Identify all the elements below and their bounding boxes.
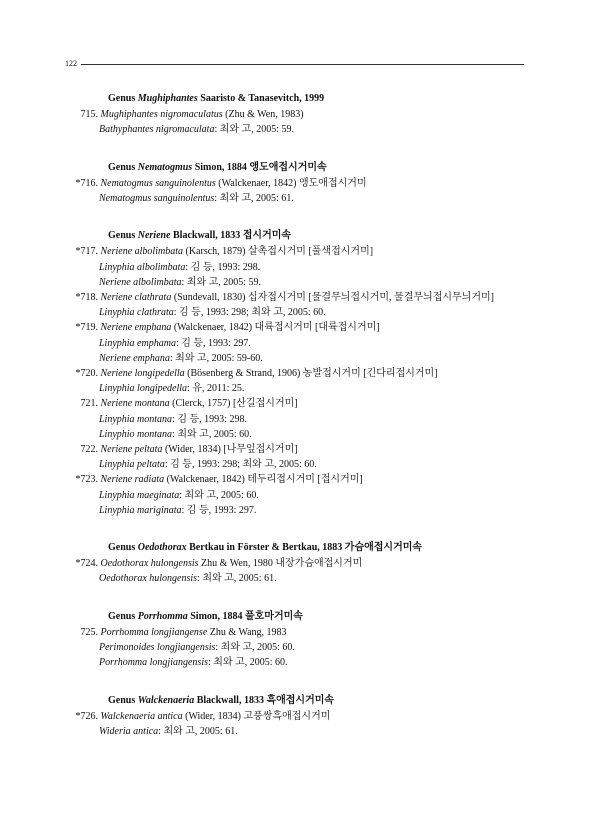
synonym-reference: : 김 등, 1993: 298. xyxy=(172,413,247,425)
species-entry xyxy=(64,709,554,724)
synonym-reference: : 최와 고, 2005: 60. xyxy=(172,428,252,440)
species-author: (Sundevall, 1830) xyxy=(173,292,246,304)
species-entry xyxy=(64,556,554,571)
synonym-line xyxy=(64,640,554,655)
genus-heading xyxy=(108,693,554,708)
synonym-name: Linyphia mariginata xyxy=(99,504,182,516)
species-korean-name: 살촉접시거미 [풀색접시거미] xyxy=(247,246,374,258)
species-korean-name: 고풍쌍흑애접시거미 xyxy=(243,710,331,722)
species-number: *716. xyxy=(75,177,98,189)
synonym-name: Linyphio montana xyxy=(99,428,173,440)
synonym-reference: : 김 등, 1993: 298. xyxy=(185,261,261,273)
species-entry xyxy=(64,176,554,191)
section-gap xyxy=(64,587,554,609)
synonym-name: Perimonoides longjiangensis xyxy=(99,642,216,654)
genus-korean-name: 가슴애접시거미속 xyxy=(344,542,423,554)
genus-authority: Simon, 1884 xyxy=(194,161,247,173)
synonym-line xyxy=(64,427,554,442)
species-entry xyxy=(64,244,554,259)
synonym-reference: : 최와 고, 2005: 59-60. xyxy=(169,352,263,364)
species-author: (Walckenaer, 1842) xyxy=(218,177,297,189)
species-name: Neriene peltata xyxy=(100,444,163,456)
synonym-reference: : 유, 2011: 25. xyxy=(187,383,245,395)
species-number: *723. xyxy=(75,474,98,486)
species-number: 722. xyxy=(80,444,98,456)
species-author: (Bösenberg & Strand, 1906) xyxy=(187,368,301,380)
genus-name: Neriene xyxy=(137,230,171,242)
genus-label: Genus xyxy=(108,93,136,104)
species-korean-name: [산길접시거미] xyxy=(232,398,298,410)
species-number: *718. xyxy=(75,292,98,304)
species-number: *724. xyxy=(75,558,98,570)
genus-name: Oedothorax xyxy=(137,542,187,554)
species-author: Zhu & Wen, 1980 xyxy=(201,558,273,570)
section-gap xyxy=(64,138,554,160)
species-entry xyxy=(64,396,554,411)
synonym-reference: : 김 등, 1993: 298; 최와 고, 2005: 60. xyxy=(164,459,317,471)
species-name: Neriene longipedella xyxy=(100,368,185,380)
genus-korean-name: 흑애접시거미속 xyxy=(266,694,335,706)
species-author: Zhu & Wang, 1983 xyxy=(209,626,287,638)
species-entry xyxy=(64,320,554,335)
synonym-line xyxy=(64,724,554,739)
synonym-line xyxy=(64,351,554,366)
synonym-line xyxy=(64,381,554,396)
species-number: 715. xyxy=(80,109,98,121)
genus-authority: Blackwall, 1833 xyxy=(196,694,264,706)
synonym-line xyxy=(64,412,554,427)
genus-heading xyxy=(108,609,554,624)
page-number: 122 xyxy=(65,59,77,68)
species-korean-name: 대륙접시거미 [대륙접시거미] xyxy=(254,322,380,334)
species-name: Neriene clathrata xyxy=(100,292,172,304)
species-name: Nematogmus sanguinolentus xyxy=(100,177,216,189)
species-name: Neriene montana xyxy=(100,398,170,410)
species-entry xyxy=(64,472,554,487)
genus-korean-name: 앵도애접시거미속 xyxy=(249,161,327,173)
species-korean-name: 내장가슴애접시거미 xyxy=(275,558,363,570)
synonym-line xyxy=(64,191,554,206)
synonym-line xyxy=(64,275,554,290)
species-entry xyxy=(64,442,554,457)
genus-label: Genus xyxy=(108,542,136,554)
synonym-reference: : 최와 고, 2005: 61. xyxy=(158,725,238,737)
synonym-line xyxy=(64,457,554,472)
synonym-reference: : 최와 고, 2005: 61. xyxy=(214,193,294,205)
synonym-name: Wideria antica xyxy=(99,725,159,737)
species-number: *726. xyxy=(75,710,98,722)
species-author: (Zhu & Wen, 1983) xyxy=(225,109,304,121)
synonym-line xyxy=(64,305,554,320)
species-author: (Walckenaer, 1842) xyxy=(166,474,245,486)
species-number: *719. xyxy=(75,322,98,334)
synonym-reference: : 김 등, 1993: 297. xyxy=(175,337,251,349)
genus-korean-name: 접시거미속 xyxy=(242,230,292,242)
species-name: Neriene radiata xyxy=(100,474,165,486)
species-korean-name: [나무잎접시거미] xyxy=(223,444,298,456)
synonym-reference: : 김 등, 1993: 297. xyxy=(181,504,257,516)
synonym-line xyxy=(64,488,554,503)
species-author: (Karsch, 1879) xyxy=(185,246,246,258)
synonym-reference: : 최와 고, 2005: 60. xyxy=(179,489,259,501)
genus-label: Genus xyxy=(108,230,136,242)
synonym-reference: : 최와 고, 2005: 60. xyxy=(208,657,288,669)
synonym-name: Linyphia longipedella xyxy=(99,383,188,395)
synonym-reference: : 최와 고, 2005: 59. xyxy=(214,124,294,136)
synonym-name: Bathyphantes nigromaculata xyxy=(99,124,215,136)
synonym-name: Nematogmus sanguinolentus xyxy=(99,193,215,205)
species-korean-name: 농발접시거미 [긴다리접시거미] xyxy=(302,368,438,380)
species-name: Porrhomma longjiangense xyxy=(100,626,208,638)
genus-label: Genus xyxy=(108,610,136,622)
species-korean-name: 십자접시거미 [물결무늬접시거미, 물결무늬접시무늬거미] xyxy=(247,292,494,304)
synonym-name: Linyphia clathrata xyxy=(99,307,174,319)
species-name: Walckenaeria antica xyxy=(100,710,183,722)
genus-name: Mughiphantes xyxy=(137,93,198,104)
synonym-line xyxy=(64,655,554,670)
synonym-reference: : 최와 고, 2005: 59. xyxy=(181,276,262,288)
genus-authority: Simon, 1884 xyxy=(190,610,243,622)
synonym-reference: : 최와 고, 2005: 60. xyxy=(215,642,295,654)
section-gap xyxy=(64,206,554,228)
genus-name: Porrhomma xyxy=(137,610,188,622)
synonym-line xyxy=(64,260,554,275)
synonym-name: Oedothorax hulongensis xyxy=(99,573,198,585)
species-entry xyxy=(64,290,554,305)
genus-heading xyxy=(108,540,554,555)
genus-heading xyxy=(108,160,554,175)
species-entry xyxy=(64,366,554,381)
synonym-name: Porrhomma longjiangensis xyxy=(99,657,208,669)
genus-name: Walckenaeria xyxy=(137,694,195,706)
genus-authority: Saaristo & Tanasevitch, 1999 xyxy=(200,93,325,104)
synonym-line xyxy=(64,571,554,586)
synonym-line xyxy=(64,503,554,518)
genus-korean-name: 풀호마거미속 xyxy=(244,610,303,622)
genus-authority: Blackwall, 1833 xyxy=(173,230,241,242)
section-gap xyxy=(64,518,554,540)
genus-label: Genus xyxy=(108,694,136,706)
synonym-name: Linyphia peltata xyxy=(99,459,165,471)
synonym-reference: : 김 등, 1993: 298; 최와 고, 2005: 60. xyxy=(173,307,326,319)
species-number: *717. xyxy=(75,246,98,258)
synonym-name: Neriene albolimbata xyxy=(99,276,182,288)
species-author: (Clerck, 1757) xyxy=(172,398,231,410)
species-number: 721. xyxy=(80,398,98,410)
species-korean-name: 테두리접시거미 [접시거미] xyxy=(247,474,363,486)
page-header xyxy=(65,59,525,71)
synonym-name: Linyphia maeginata xyxy=(99,489,180,501)
species-list xyxy=(64,91,554,739)
synonym-name: Linyphia montana xyxy=(99,413,173,425)
section-gap xyxy=(64,671,554,693)
header-rule xyxy=(81,64,524,65)
genus-authority: Bertkau in Förster & Bertkau, 1883 xyxy=(189,542,343,554)
species-author: (Walckenaer, 1842) xyxy=(173,322,253,334)
species-korean-name: 앵도애접시거미 xyxy=(298,177,367,189)
synonym-name: Linyphia albolimbata xyxy=(99,261,186,273)
genus-heading xyxy=(108,91,554,106)
species-entry xyxy=(64,625,554,640)
species-number: *720. xyxy=(75,368,98,380)
species-name: Mughiphantes nigromaculatus xyxy=(100,109,223,121)
species-name: Oedothorax hulongensis xyxy=(100,558,199,570)
synonym-name: Linyphia emphama xyxy=(99,337,176,349)
synonym-reference: : 최와 고, 2005: 61. xyxy=(197,573,277,585)
species-author: (Wider, 1834) xyxy=(164,444,221,456)
species-entry xyxy=(64,107,554,122)
genus-name: Nematogmus xyxy=(137,161,193,173)
synonym-name: Neriene emphana xyxy=(99,352,170,364)
synonym-line xyxy=(64,336,554,351)
genus-heading xyxy=(108,228,554,243)
species-name: Neriene albolimbata xyxy=(100,246,183,258)
species-author: (Wider, 1834) xyxy=(185,710,241,722)
species-name: Neriene emphana xyxy=(100,322,172,334)
synonym-line xyxy=(64,122,554,137)
genus-label: Genus xyxy=(108,161,136,173)
species-number: 725. xyxy=(80,626,98,638)
